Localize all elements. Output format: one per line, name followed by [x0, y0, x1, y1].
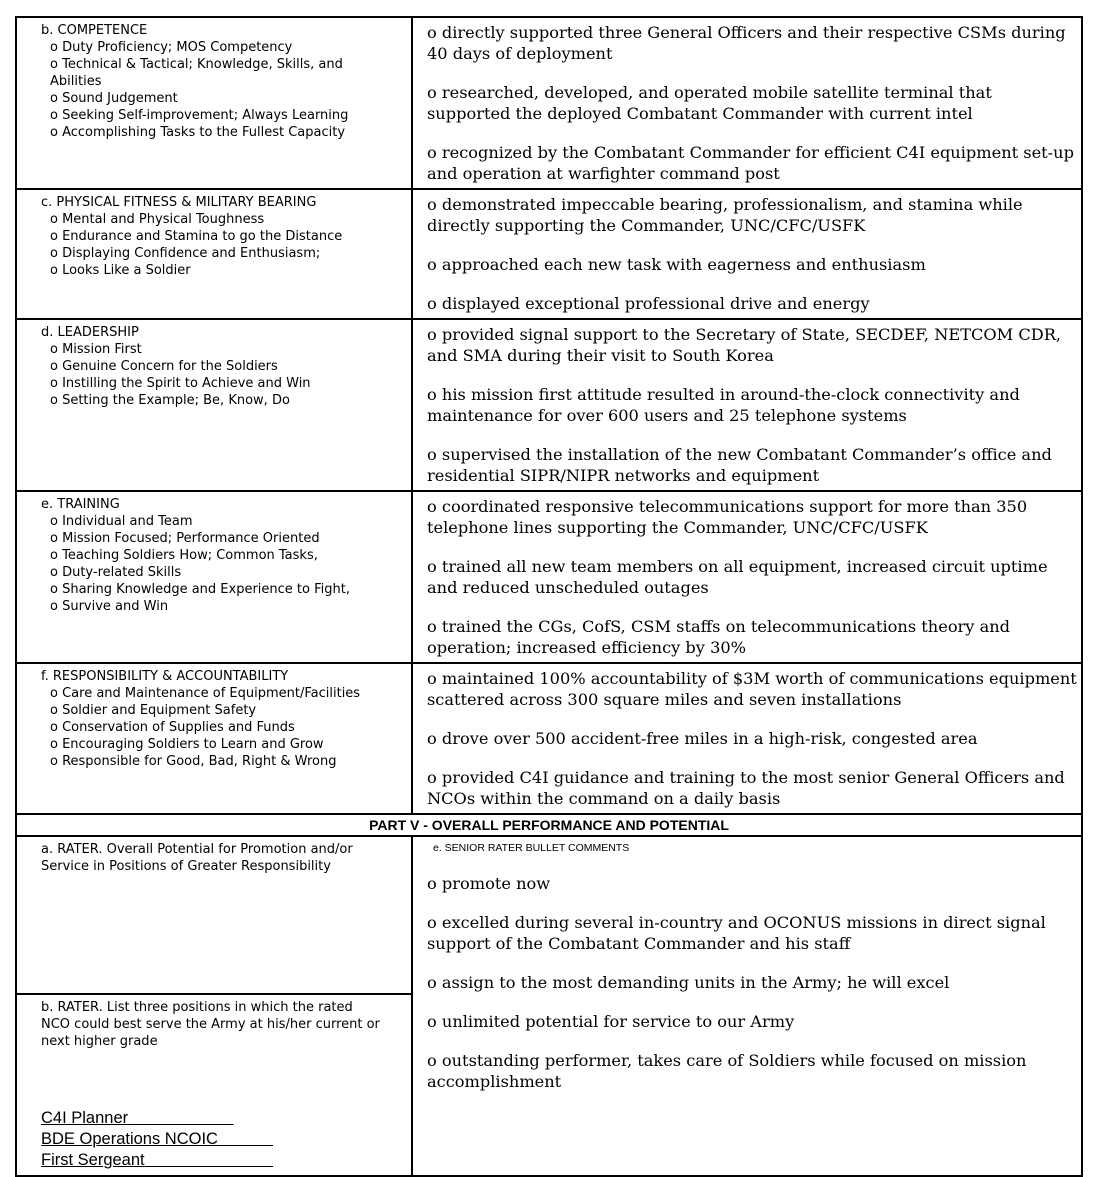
criteria-item: o Teaching Soldiers How; Common Tasks,: [50, 548, 318, 563]
senior-rater-bullet: o unlimited potential for service to our Army: [427, 1012, 795, 1031]
rater-b-text: b. RATER. List three positions in which the rated NCO could best serve the Army at his/her current or next higher grade: [41, 1000, 380, 1049]
criteria-item: o Responsible for Good, Bad, Right & Wrong: [50, 754, 337, 769]
criteria-item: o Encouraging Soldiers to Learn and Grow: [50, 737, 324, 752]
section-leadership-bullets: [412, 319, 1082, 491]
bullet-comment: o demonstrated impeccable bearing, professionalism, and stamina while directly supporting the Commander, UNC/CFC/USFK: [427, 195, 1023, 235]
criteria-item: o Genuine Concern for the Soldiers: [50, 359, 278, 374]
criteria-item: o Duty-related Skills: [50, 565, 182, 580]
rater-positions: [16, 994, 412, 1176]
bullet-comment: o his mission first attitude resulted in around-the-clock connectivity and maintenance for over 600 users and 25 telephone systems: [427, 385, 1020, 425]
ncoer-form: [15, 16, 1083, 1177]
criteria-item: o Sharing Knowledge and Experience to Fight,: [50, 582, 350, 597]
criteria-item-text: o Technical & Tactical; Knowledge, Skills, and Abilities: [50, 57, 343, 89]
section-title: e. TRAINING: [41, 497, 120, 512]
criteria-item: o Seeking Self-improvement; Always Learning: [50, 108, 349, 123]
rater-overall-potential: [16, 836, 412, 994]
section-competence-criteria: [16, 17, 412, 189]
position-text: C4I Planner: [41, 1109, 129, 1127]
criteria-item: o Soldier and Equipment Safety: [50, 703, 257, 718]
bullet-comment: o displayed exceptional professional drive and energy: [427, 294, 870, 313]
section-responsibility-criteria: [16, 663, 412, 814]
bullet-comment: o directly supported three General Officers and their respective CSMs during 40 days of deployment: [427, 23, 1066, 63]
section-training: [16, 491, 1082, 663]
rater-b-label: [31, 999, 403, 1050]
positions-list: [31, 1108, 403, 1171]
bullet-comment: o maintained 100% accountability of $3M worth of communications equipment scattered across 300 square miles and seven installations: [427, 669, 1077, 709]
section-competence: [16, 17, 1082, 189]
section-responsibility-bullets: [412, 663, 1082, 814]
section-physical-fitness-bullets: [412, 189, 1082, 319]
section-training-criteria: [16, 491, 412, 663]
section-title: b. COMPETENCE: [41, 23, 148, 38]
bullet-comment: o researched, developed, and operated mobile satellite terminal that supported the deployed Combatant Commander with current intel: [427, 83, 992, 123]
part-v-rater-a-row: [16, 836, 1082, 994]
criteria-item: o Conservation of Supplies and Funds: [50, 720, 295, 735]
section-title: f. RESPONSIBILITY & ACCOUNTABILITY: [41, 669, 289, 684]
criteria-item: o Mental and Physical Toughness: [50, 212, 265, 227]
criteria-item: o Accomplishing Tasks to the Fullest Capacity: [50, 125, 346, 140]
criteria-item: o Setting the Example; Be, Know, Do: [50, 393, 290, 408]
senior-rater-comments: [412, 836, 1082, 1176]
section-leadership-criteria: [16, 319, 412, 491]
bullet-comment: o trained the CGs, CofS, CSM staffs on telecommunications theory and operation; increased efficiency by 30%: [427, 617, 1011, 657]
criteria-item: o Care and Maintenance of Equipment/Facilities: [50, 686, 361, 701]
senior-rater-bullet: o assign to the most demanding units in the Army; he will excel: [427, 973, 950, 992]
criteria-item: o Individual and Team: [50, 514, 193, 529]
criteria-item: o Survive and Win: [50, 599, 169, 614]
bullet-comment: o recognized by the Combatant Commander for efficient C4I equipment set-up and operation at warfighter command post: [427, 143, 1074, 183]
criteria-item: o Duty Proficiency; MOS Competency: [50, 40, 293, 55]
position-text: BDE Operations NCOIC: [41, 1130, 218, 1148]
section-physical-fitness: [16, 189, 1082, 319]
bullet-comment: o drove over 500 accident-free miles in a high-risk, congested area: [427, 729, 978, 748]
section-physical-fitness-criteria: [16, 189, 412, 319]
criteria-item: o Displaying Confidence and Enthusiasm;: [50, 246, 321, 261]
senior-rater-bullet: o promote now: [427, 874, 551, 893]
rater-a-label: [31, 841, 403, 875]
criteria-item: [31, 56, 403, 90]
criteria-item: o Endurance and Stamina to go the Distance: [50, 229, 343, 244]
criteria-item: o Looks Like a Soldier: [50, 263, 191, 278]
bullet-comment: o trained all new team members on all equipment, increased circuit uptime and reduced unscheduled outages: [427, 557, 1048, 597]
section-leadership: [16, 319, 1082, 491]
section-competence-bullets: [412, 17, 1082, 189]
position-blank: [145, 1151, 273, 1169]
criteria-item: o Mission Focused; Performance Oriented: [50, 531, 320, 546]
position-text: First Sergeant: [41, 1151, 145, 1169]
section-training-bullets: [412, 491, 1082, 663]
section-responsibility: [16, 663, 1082, 814]
senior-rater-bullet: o excelled during several in-country and OCONUS missions in direct signal support of the Combatant Commander and his staff: [427, 913, 1046, 953]
section-title: d. LEADERSHIP: [41, 325, 139, 340]
part-v-header: PART V - OVERALL PERFORMANCE AND POTENTIAL: [16, 814, 1082, 836]
senior-rater-bullet: o outstanding performer, takes care of Soldiers while focused on mission accomplishment: [427, 1051, 1027, 1091]
bullet-comment: o provided C4I guidance and training to the most senior General Officers and NCOs within the command on a daily basis: [427, 768, 1065, 808]
bullet-comment: o provided signal support to the Secretary of State, SECDEF, NETCOM CDR, and SMA during their visit to South Korea: [427, 325, 1062, 365]
criteria-item: o Instilling the Spirit to Achieve and Win: [50, 376, 311, 391]
section-title: c. PHYSICAL FITNESS & MILITARY BEARING: [41, 195, 317, 210]
position-blank: [128, 1109, 233, 1127]
criteria-item: o Sound Judgement: [50, 91, 178, 106]
position-line: [41, 1150, 403, 1171]
part-v-header-row: [16, 814, 1082, 836]
bullet-comment: o coordinated responsive telecommunications support for more than 350 telephone lines supporting the Commander, UNC/CFC/USFK: [427, 497, 1028, 537]
senior-rater-label: e. SENIOR RATER BULLET COMMENTS: [433, 842, 630, 854]
bullet-comment: o approached each new task with eagerness and enthusiasm: [427, 255, 926, 274]
position-line: [41, 1108, 403, 1129]
rater-a-text: a. RATER. Overall Potential for Promotion and/or Service in Positions of Greater Responsibility: [41, 842, 353, 874]
criteria-item: o Mission First: [50, 342, 142, 357]
position-blank: [218, 1130, 273, 1148]
bullet-comment: o supervised the installation of the new Combatant Commander’s office and residential SIPR/NIPR networks and equipment: [427, 445, 1052, 485]
position-line: [41, 1129, 403, 1150]
